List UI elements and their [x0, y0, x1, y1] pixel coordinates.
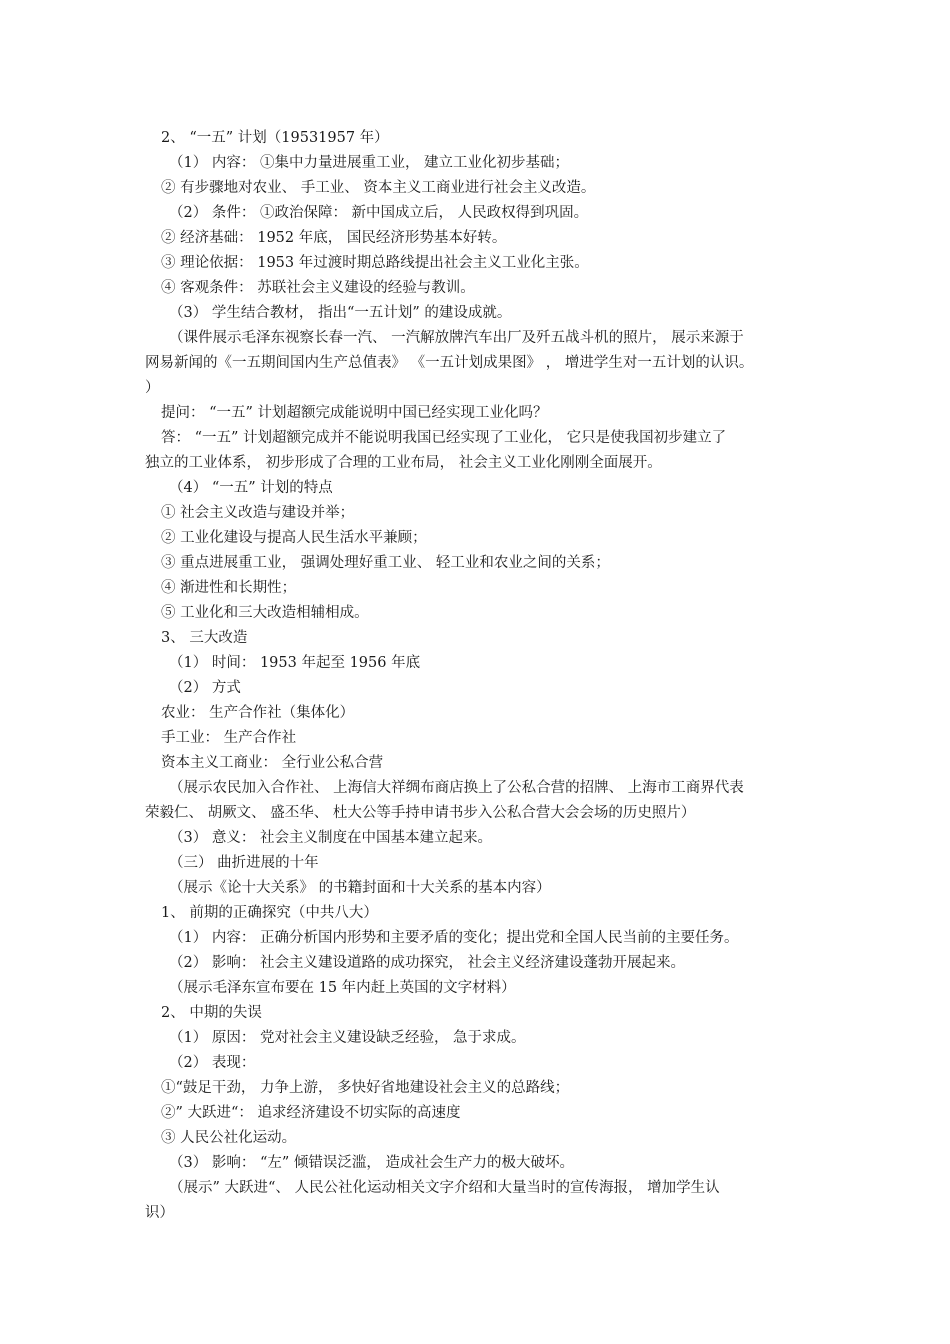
text-line: 提问： “一五” 计划超额完成能说明中国已经实现工业化吗？ — [161, 405, 548, 421]
text-line: ② 有步骤地对农业、 手工业、 资本主义工商业进行社会主义改造。 — [161, 180, 596, 196]
text-line: （2） 表现： — [169, 1055, 256, 1071]
text-line: ②” 大跃进“： 追求经济建设不切实际的高速度 — [161, 1105, 461, 1121]
text-line: 荣毅仁、 胡厥文、 盛丕华、 杜大公等手持申请书步入公私合营大会会场的历史照片） — [145, 805, 696, 821]
text-line: 1、 前期的正确探究（中共八大） — [161, 905, 378, 921]
text-line: （2） 方式 — [169, 680, 241, 696]
text-line: ② 经济基础： 1952 年底， 国民经济形势基本好转。 — [161, 230, 507, 246]
text-line: ③ 重点进展重工业， 强调处理好重工业、 轻工业和农业之间的关系； — [161, 555, 610, 571]
text-line: （2） 影响： 社会主义建设道路的成功探究， 社会主义经济建设蓬勃开展起来。 — [169, 955, 686, 971]
text-line: ④ 渐进性和长期性； — [161, 580, 297, 596]
text-line: （1） 内容： 正确分析国内形势和主要矛盾的变化；提出党和全国人民当前的主要任务。 — [169, 930, 739, 946]
text-line: ① 社会主义改造与建设并举； — [161, 505, 355, 521]
text-line: ③ 理论依据： 1953 年过渡时期总路线提出社会主义工业化主张。 — [161, 255, 589, 271]
text-line: （三） 曲折进展的十年 — [169, 855, 319, 871]
text-line: ） — [145, 380, 160, 396]
text-line: 资本主义工商业： 全行业公私合营 — [161, 755, 384, 771]
text-line: ② 工业化建设与提高人民生活水平兼顾； — [161, 530, 427, 546]
text-line: 2、 中期的失误 — [161, 1005, 262, 1021]
text-line: （课件展示毛泽东视察长春一汽、 一汽解放牌汽车出厂及歼五战斗机的照片， 展示来源于 — [169, 330, 744, 346]
text-line: （展示” 大跃进“、 人民公社化运动相关文字介绍和大量当时的宣传海报， 增加学生认 — [169, 1180, 720, 1196]
text-line: （3） 学生结合教材， 指出“一五计划” 的建设成就。 — [169, 305, 512, 321]
text-line: 识） — [145, 1205, 174, 1221]
text-line: （展示《论十大关系》 的书籍封面和十大关系的基本内容） — [169, 880, 551, 896]
text-line: ④ 客观条件： 苏联社会主义建设的经验与教训。 — [161, 280, 475, 296]
text-line: ⑤ 工业化和三大改造相辅相成。 — [161, 605, 369, 621]
text-line: （2） 条件： ①政治保障： 新中国成立后， 人民政权得到巩固。 — [169, 205, 589, 221]
text-line: （3） 影响： “左” 倾错误泛滥， 造成社会生产力的极大破坏。 — [169, 1155, 574, 1171]
text-line: ③ 人民公社化运动。 — [161, 1130, 297, 1146]
text-line: （4） “一五” 计划的特点 — [169, 480, 333, 496]
text-line: 2、 “一五” 计划（19531957 年） — [161, 130, 389, 146]
text-line: ①“鼓足干劲， 力争上游， 多快好省地建设社会主义的总路线； — [161, 1080, 570, 1096]
text-line: 网易新闻的《一五期间国内生产总值表》 《一五计划成果图》 ， 增进学生对一五计划的认识。 — [145, 355, 754, 371]
text-line: 3、 三大改造 — [161, 630, 248, 646]
text-line: （1） 原因： 党对社会主义建设缺乏经验， 急于求成。 — [169, 1030, 526, 1046]
text-line: 独立的工业体系， 初步形成了合理的工业布局， 社会主义工业化刚刚全面展开。 — [145, 455, 662, 471]
document-body — [145, 126, 825, 1226]
text-line: 农业： 生产合作社（集体化） — [161, 705, 355, 721]
text-line: （1） 时间： 1953 年起至 1956 年底 — [169, 655, 421, 671]
text-line: 手工业： 生产合作社 — [161, 730, 297, 746]
text-line: （展示毛泽东宣布要在 15 年内赶上英国的文字材料） — [169, 980, 516, 996]
text-line: （3） 意义： 社会主义制度在中国基本建立起来。 — [169, 830, 492, 846]
text-line: （展示农民加入合作社、 上海信大祥绸布商店换上了公私合营的招牌、 上海市工商界代表 — [169, 780, 744, 796]
text-line: 答： “一五” 计划超额完成并不能说明我国已经实现了工业化， 它只是使我国初步建立了 — [161, 430, 727, 446]
text-line: （1） 内容： ①集中力量进展重工业， 建立工业化初步基础； — [169, 155, 570, 171]
